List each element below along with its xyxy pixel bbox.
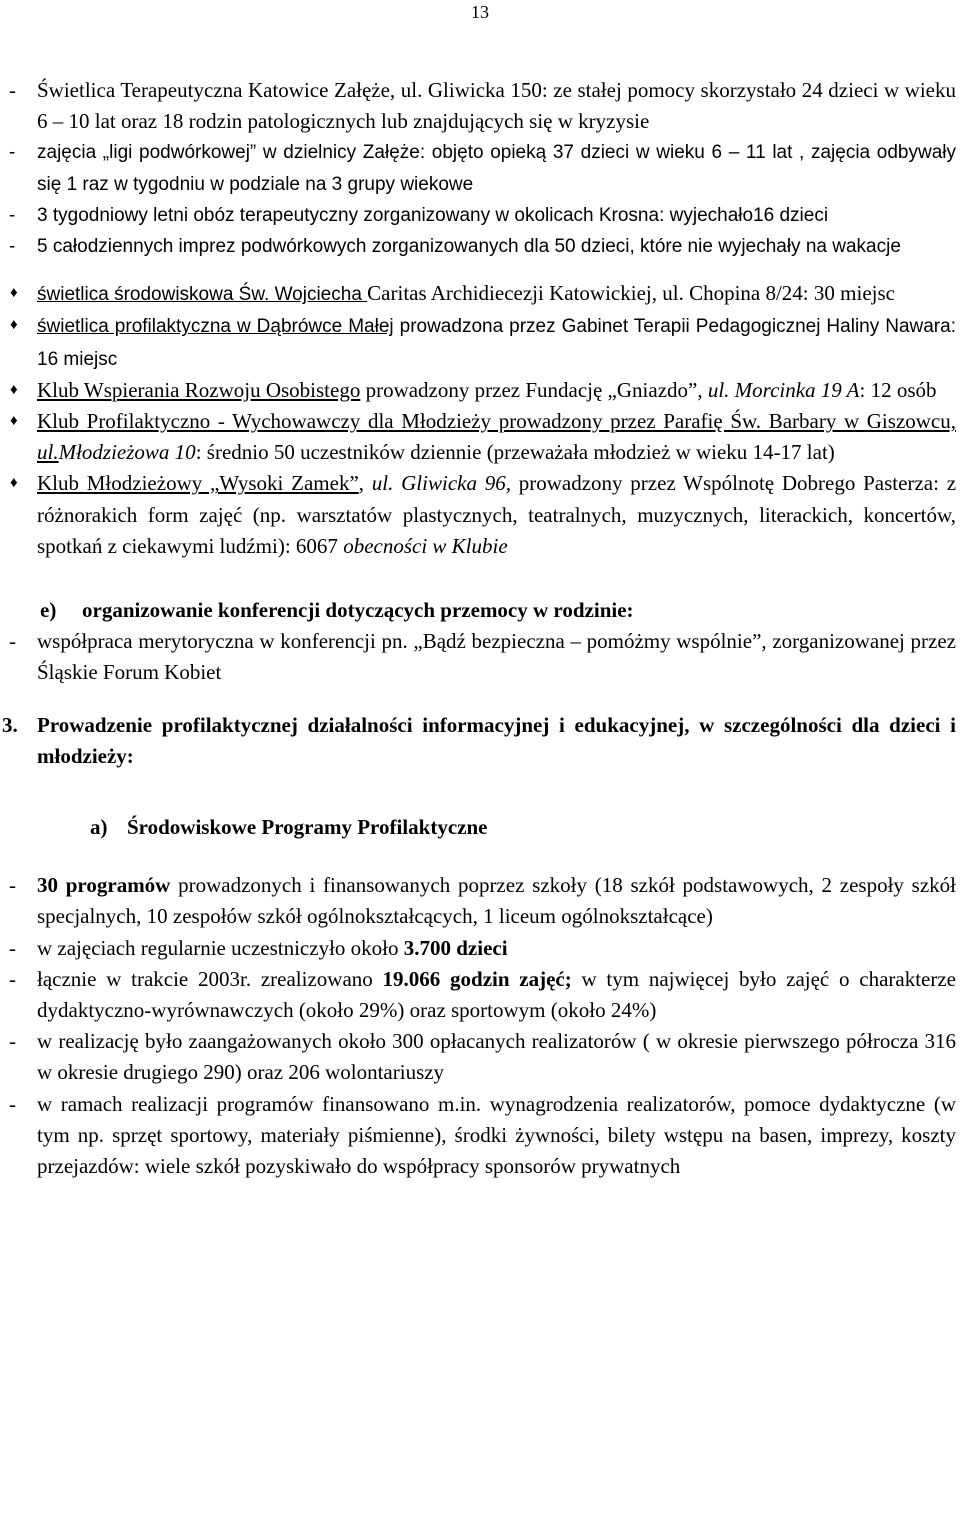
diamond-bullet-icon: ♦ — [10, 285, 18, 302]
list-item: - 5 całodziennych imprez podwórkowych zorganizowanych dla 50 dzieci, które nie wyjechały na wakacje — [0, 231, 960, 262]
dash-marker: - — [9, 1029, 16, 1054]
list-item: - w realizację było zaangażowanych około 300 opłacanych realizatorów ( w okresie pierwszego półrocza 316 w okresie drugiego 290) oraz 206 wolontariuszy — [0, 1026, 960, 1088]
section-e-heading: e) organizowanie konferencji dotyczących przemocy w rodzinie: — [40, 598, 634, 623]
list-item: - 30 programów prowadzonych i finansowanych poprzez szkoły (18 szkół podstawowych, 2 zespoły szkół specjalnych, 10 zespołów szkół ogólnokształcących, 1 liceum ogólnokształcące) — [0, 870, 960, 932]
list-item: - w ramach realizacji programów finansowano m.in. wynagrodzenia realizatorów, pomoce dydaktyczne (w tym np. sprzęt sportowy, materiały piśmienne), środki żywności, bilety wstępu na basen, imprezy, koszty przejazdów: wiele szkół pozyskiwało do współpracy sponsorów prywatnych — [0, 1089, 960, 1183]
dash-marker: - — [9, 204, 16, 226]
list-item: - zajęcia „ligi podwórkowej” w dzielnicy Załęże: objęto opieką 37 dzieci w wieku 6 – 11 lat , zajęcia odbywały się 1 raz w tygodniu w podziale na 3 grupy wiekowe — [0, 137, 960, 199]
section-a-heading: a) Środowiskowe Programy Profilaktyczne — [90, 815, 488, 840]
list-item: - 3 tygodniowy letni obóz terapeutyczny zorganizowany w okolicach Krosna: wyjechało16 dzieci — [0, 200, 960, 231]
section-3-heading: 3. Prowadzenie profilaktycznej działalności informacyjnej i edukacyjnej, w szczególności dla dzieci i młodzieży: — [2, 712, 956, 768]
dash-marker: - — [9, 873, 16, 898]
facility-item: ♦ Klub Profilaktyczno - Wychowawczy dla Młodzieży prowadzony przez Parafię Św. Barbary w Giszowcu, ul.Młodzieżowa 10: średnio 50 uczestników dziennie (przeważała młodzież w wieku 14-17 lat) — [0, 406, 960, 468]
page-content — [0, 75, 960, 1182]
dash-marker: - — [9, 629, 16, 654]
dash-marker: - — [9, 142, 16, 164]
facility-item: ♦ świetlica środowiskowa Św. Wojciecha Caritas Archidiecezji Katowickiej, ul. Chopina 8/24: 30 miejsc — [0, 278, 960, 310]
diamond-bullet-icon: ♦ — [10, 475, 18, 492]
list-item: - łącznie w trakcie 2003r. zrealizowano 19.066 godzin zajęć; w tym najwięcej było zajęć o charakterze dydaktyczno-wyrównawczych (około 29%) oraz sportowym (około 24%) — [0, 964, 960, 1026]
dash-marker: - — [9, 935, 16, 960]
facility-item: ♦ Klub Wspierania Rozwoju Osobistego prowadzony przez Fundację „Gniazdo”, ul. Morcinka 19 A: 12 osób — [0, 375, 960, 406]
list-item: - w zajęciach regularnie uczestniczyło około 3.700 dzieci — [0, 933, 960, 964]
diamond-bullet-icon: ♦ — [10, 413, 18, 430]
facility-item: ♦ świetlica profilaktyczna w Dąbrówce Małej prowadzona przez Gabinet Terapii Pedagogicznej Haliny Nawara: 16 miejsc — [0, 310, 960, 374]
facility-item: ♦ Klub Młodzieżowy „Wysoki Zamek”, ul. Gliwicka 96, prowadzony przez Wspólnotę Dobrego Pasterza: z różnorakich form zajęć (np. warsztatów plastycznych, teatralnych, muzycznych, literackich, koncertów, spotkań z ciekawymi ludźmi): 6067 obecności w Klubie — [0, 468, 960, 562]
dash-marker: - — [9, 236, 16, 258]
diamond-bullet-icon: ♦ — [10, 381, 18, 398]
dash-marker: - — [9, 1091, 16, 1116]
list-item: - Świetlica Terapeutyczna Katowice Załęże, ul. Gliwicka 150: ze stałej pomocy skorzystało 24 dzieci w wieku 6 – 10 lat oraz 18 rodzin patologicznych lub znajdujących się w kryzysie — [0, 75, 960, 137]
dash-marker: - — [9, 78, 16, 102]
diamond-bullet-icon: ♦ — [10, 317, 18, 334]
list-item: - współpraca merytoryczna w konferencji pn. „Bądź bezpieczna – pomóżmy wspólnie”, zorganizowanej przez Śląskie Forum Kobiet — [0, 626, 960, 688]
dash-marker: - — [9, 966, 16, 991]
page-number: 13 — [471, 2, 489, 22]
